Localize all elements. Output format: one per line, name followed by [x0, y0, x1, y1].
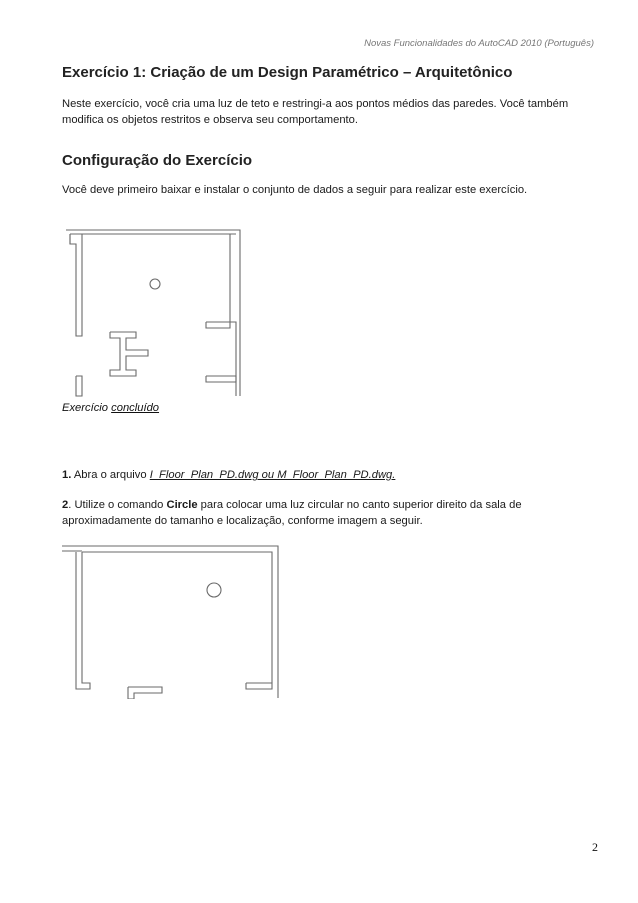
wall-stub-right-lower — [206, 376, 236, 382]
step-2-number: 2 — [62, 499, 69, 511]
step-1 — [62, 467, 582, 483]
caption-prefix: Exercício — [62, 402, 112, 414]
wall-stub-right-upper — [206, 322, 230, 328]
wall-left — [76, 552, 90, 689]
step-2-command: Circle — [166, 499, 198, 511]
figure-caption — [62, 402, 159, 414]
floor-plan-figure-completed — [64, 226, 244, 398]
wall-inner-top-right — [82, 552, 272, 683]
step-1-text: Abra o arquivo — [71, 469, 150, 481]
wall-partition-bottom — [128, 687, 162, 699]
section-paragraph: Você deve primeiro baixar e instalar o conjunto de dados a seguir para realizar este exercício. — [62, 184, 528, 196]
page-header: Novas Funcionalidades do AutoCAD 2010 (Português) — [364, 38, 594, 49]
step-1-number: 1. — [62, 469, 72, 481]
wall-partition-center — [110, 332, 148, 376]
floor-plan-figure-step-2 — [62, 543, 282, 699]
wall-outline — [66, 230, 240, 396]
step-2 — [62, 497, 582, 529]
wall-outer-top-right — [62, 546, 278, 698]
room-walls — [62, 546, 278, 699]
step-2-text-b: para colocar uma luz circular no canto superior direito da sala de aproximadamente do tamanho e localização, conforme imagem a seguir. — [62, 499, 522, 527]
step-2-text-a: . Utilize o comando — [68, 499, 167, 511]
page-number: 2 — [592, 840, 598, 854]
caption-link[interactable]: concluído — [111, 402, 160, 414]
wall-inner-right — [230, 234, 236, 396]
exercise-title: Exercício 1: Criação de um Design Paramétrico – Arquitetônico — [62, 64, 513, 81]
intro-paragraph: Neste exercício, você cria uma luz de teto e restringi-a aos pontos médios das paredes. Você também modifica os objetos restritos e observa seu comportamento. — [62, 98, 569, 126]
wall-stub-right — [246, 683, 272, 689]
ceiling-light-circle — [207, 583, 221, 597]
ceiling-light-circle — [150, 279, 160, 289]
wall-outer-top-right — [66, 230, 240, 396]
step-1-file-link[interactable]: I_Floor_Plan_PD.dwg ou M_Floor_Plan_PD.dwg. — [149, 469, 396, 481]
wall-left-lower — [76, 376, 82, 396]
section-heading: Configuração do Exercício — [62, 152, 253, 169]
wall-left-upper — [70, 234, 82, 336]
